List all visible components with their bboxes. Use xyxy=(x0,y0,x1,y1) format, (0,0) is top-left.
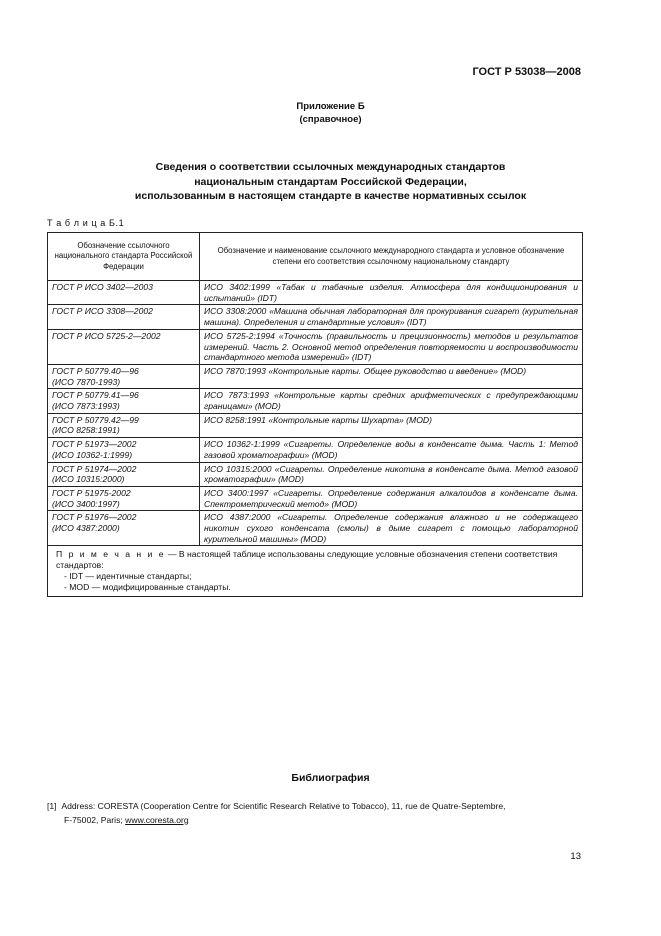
table-row xyxy=(48,389,583,413)
national-standard-cell: ГОСТ Р ИСО 3308—2002 xyxy=(48,305,200,329)
international-standard-cell: ИСО 7870:1993 «Контрольные карты. Общее руководство и введение» (MOD) xyxy=(200,364,583,388)
table-label: Т а б л и ц а Б.1 xyxy=(47,218,125,228)
national-standard-cell: ГОСТ Р 50779.40—96 (ИСО 7870-1993) xyxy=(48,364,200,388)
international-standard-cell: ИСО 10315:2000 «Сигареты. Определение никотина в конденсате дыма. Метод газовой хроматографии» (MOD) xyxy=(200,462,583,486)
international-standard-cell: ИСО 8258:1991 «Контрольные карты Шухарта» (MOD) xyxy=(200,413,583,437)
international-standard-cell: ИСО 3400:1997 «Сигареты. Определение содержания алкалоидов в конденсате дыма. Спектрометрический метод» (MOD) xyxy=(200,486,583,510)
table-row xyxy=(48,281,583,305)
national-standard-cell: ГОСТ Р 51975-2002 (ИСО 3400:1997) xyxy=(48,486,200,510)
table-row xyxy=(48,462,583,486)
international-standard-cell: ИСО 3402:1999 «Табак и табачные изделия. Атмосфера для кондиционирования и испытаний» (IDT) xyxy=(200,281,583,305)
column-header-national: Обозначение ссылочного национального стандарта Российской Федерации xyxy=(48,233,200,281)
section-title-line-3: использованным в настоящем стандарте в качестве нормативных ссылок xyxy=(134,190,527,202)
table-row xyxy=(48,438,583,462)
annex-title: Приложение Б xyxy=(296,101,365,112)
section-title xyxy=(0,160,661,204)
note-label: П р и м е ч а н и е xyxy=(56,549,166,560)
national-standard-cell: ГОСТ Р ИСО 3402—2003 xyxy=(48,281,200,305)
column-header-international: Обозначение и наименование ссылочного международного стандарта и условное обозначение степени его соответствия ссылочному национальному стандарту xyxy=(200,233,583,281)
table-note xyxy=(48,546,583,597)
table-note-row xyxy=(48,546,583,597)
international-standard-cell: ИСО 10362-1:1999 «Сигареты. Определение воды в конденсате дыма. Часть 1: Метод газовой хроматографии» (MOD) xyxy=(200,438,583,462)
standards-correspondence-table xyxy=(47,232,583,597)
national-standard-cell: ГОСТ Р 51974—2002 (ИСО 10315:2000) xyxy=(48,462,200,486)
table-row xyxy=(48,511,583,546)
table-row xyxy=(48,364,583,388)
note-item-idt: - IDT — идентичные стандарты; xyxy=(64,570,192,581)
international-standard-cell: ИСО 7873:1993 «Контрольные карты средних арифметических с предупреждающими границами» (MOD) xyxy=(200,389,583,413)
table-row xyxy=(48,486,583,510)
national-standard-cell: ГОСТ Р 50779.42—99 (ИСО 8258:1991) xyxy=(48,413,200,437)
table-header-row xyxy=(48,233,583,281)
table-row xyxy=(48,413,583,437)
international-standard-cell: ИСО 4387:2000 «Сигареты. Определение содержания влажного и не содержащего никотин сухого конденсата (смолы) в дыме сигарет с помощью лабораторной курительной машины» (MOD) xyxy=(200,511,583,546)
national-standard-cell: ГОСТ Р ИСО 5725-2—2002 xyxy=(48,329,200,364)
bibliography-text-2: F-75002, Paris; xyxy=(64,814,123,825)
section-title-line-1: Сведения о соответствии ссылочных международных стандартов xyxy=(155,161,506,173)
annex-subtitle: (справочное) xyxy=(299,114,362,125)
document-header-standard: ГОСТ Р 53038—2008 xyxy=(472,66,581,78)
international-standard-cell: ИСО 3308:2000 «Машина обычная лабораторная для прокуривания сигарет (курительная машина). Определения и стандартные условия» (IDT) xyxy=(200,305,583,329)
bibliography-title: Библиография xyxy=(291,772,370,784)
table-row xyxy=(48,305,583,329)
national-standard-cell: ГОСТ Р 50779.41—96 (ИСО 7873:1993) xyxy=(48,389,200,413)
international-standard-cell: ИСО 5725-2:1994 «Точность (правильность и прецизионность) методов и результатов измерений. Часть 2. Основной метод определения повторяемости и воспроизводимости стандартного метода измерений» (IDT) xyxy=(200,329,583,364)
bibliography-ref: [1] xyxy=(47,801,57,811)
section-title-line-2: национальным стандартам Российской Федерации, xyxy=(194,175,467,188)
table-row xyxy=(48,329,583,364)
note-text: — В настоящей таблице использованы следующие условные обозначения степени соответствия стандартов: xyxy=(56,549,558,571)
note-item-mod: - MOD — модифицированные стандарты. xyxy=(64,581,231,592)
coresta-link[interactable]: www.coresta.org xyxy=(125,814,189,825)
national-standard-cell: ГОСТ Р 51973—2002 (ИСО 10362-1:1999) xyxy=(48,438,200,462)
bibliography-text: Address: CORESTA (Cooperation Centre for Scientific Research Relative to Tobacco), 11, rue de Quatre-Septembre, xyxy=(61,801,506,811)
bibliography-entry xyxy=(47,800,587,827)
national-standard-cell: ГОСТ Р 51976—2002 (ИСО 4387:2000) xyxy=(48,511,200,546)
page-number: 13 xyxy=(570,851,581,862)
annex-heading xyxy=(0,100,661,126)
